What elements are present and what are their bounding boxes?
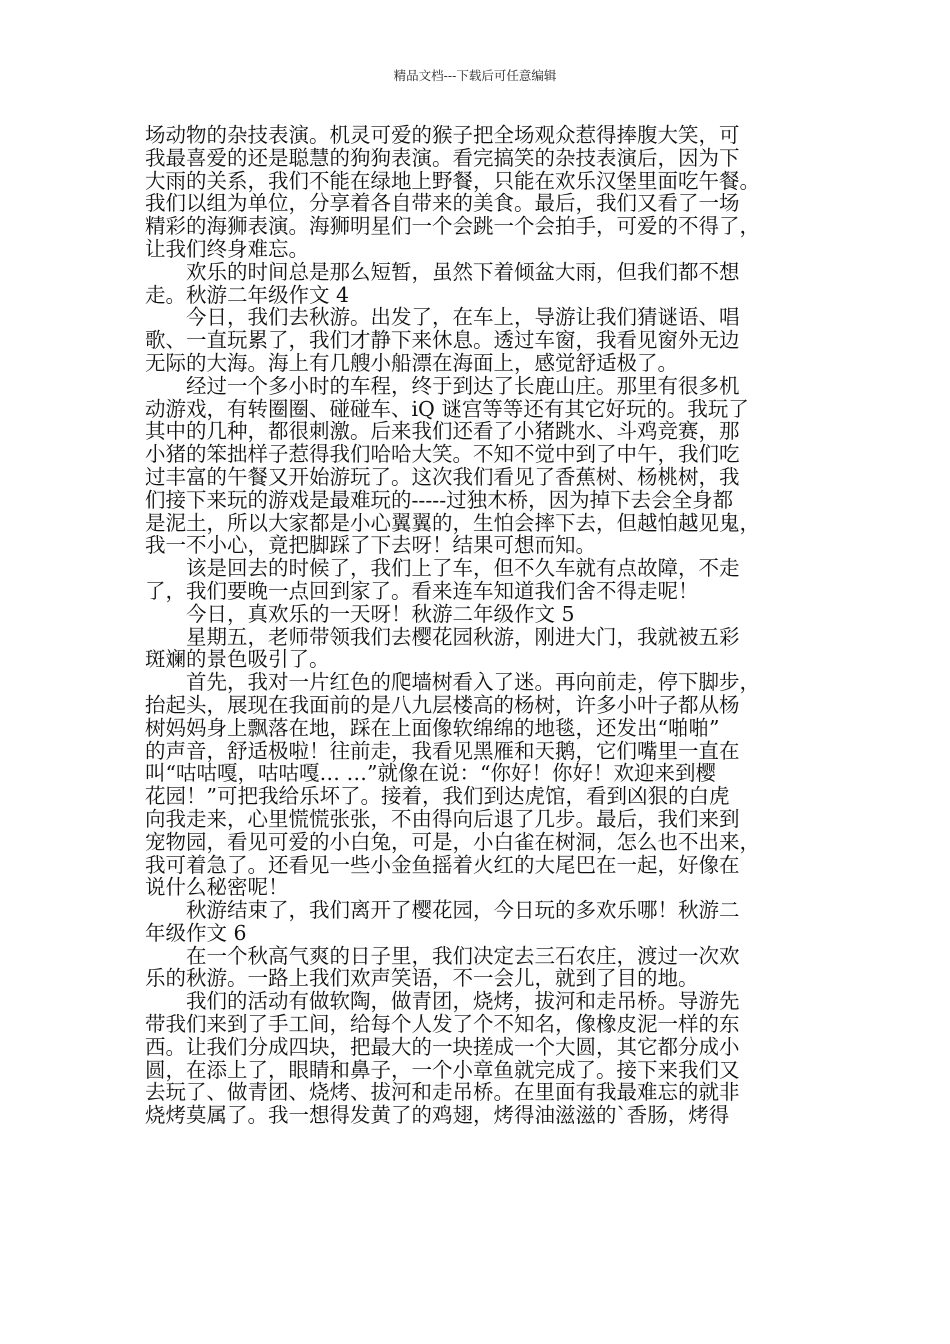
text-line: 我可着急了。还看见一些小金鱼摇着火红的大尾巴在一起，好像在 xyxy=(145,852,740,877)
text-line: 西。让我们分成四块，把最大的一块搓成一个大圆，其它都分成小 xyxy=(145,1034,740,1059)
text-line: 乐的秋游。一路上我们欢声笑语，不一会儿，就到了目的地。 xyxy=(145,966,699,991)
text-line: 今日，真欢乐的一天呀！秋游二年级作文 5 xyxy=(186,601,575,626)
text-line: 该是回去的时候了，我们上了车，但不久车就有点故障，不走 xyxy=(186,556,740,581)
text-line: 精彩的海狮表演。海狮明星们一个会跳一个会拍手，可爱的不得了， xyxy=(145,214,760,239)
text-line: 抬起头，展现在我面前的是八九层楼高的杨树，许多小叶子都从杨 xyxy=(145,692,740,717)
text-line: 在一个秋高气爽的日子里，我们决定去三石农庄，渡过一次欢 xyxy=(186,943,740,968)
text-line: 的声音，舒适极啦！往前走，我看见黑雁和天鹅，它们嘴里一直在 xyxy=(145,738,740,763)
text-line: 带我们来到了手工间，给每个人发了个不知名，像橡皮泥一样的东 xyxy=(145,1012,740,1037)
text-line: 场动物的杂技表演。机灵可爱的猴子把全场观众惹得捧腹大笑，可 xyxy=(145,123,740,147)
text-line: 让我们终身难忘。 xyxy=(145,236,309,261)
text-line: 走。秋游二年级作文 4 xyxy=(145,282,350,307)
text-line: 秋游结束了，我们离开了樱花园，今日玩的多欢乐哪！秋游二 xyxy=(186,898,740,923)
text-line: 年级作文 6 xyxy=(145,920,247,945)
text-line: 首先，我对一片红色的爬墙树看入了迷。再向前走，停下脚步， xyxy=(186,670,760,695)
text-line: 说什么秘密呢！ xyxy=(145,875,289,900)
text-line: 我们的活动有做软陶，做青团，烧烤，拔河和走吊桥。导游先 xyxy=(186,989,740,1014)
text-line: 无际的大海。海上有几艘小船漂在海面上，感觉舒适极了。 xyxy=(145,350,678,375)
text-line: 大雨的关系，我们不能在绿地上野餐，只能在欢乐汉堡里面吃午餐。 xyxy=(145,168,760,193)
text-line: 向我走来，心里慌慌张张，不由得向后退了几步。最后，我们来到 xyxy=(145,806,740,831)
text-line: 们接下来玩的游戏是最难玩的-----过独木桥，因为掉下去会全身都 xyxy=(145,487,734,512)
text-line: 宠物园，看见可爱的小白兔，可是，小白雀在树洞，怎么也不出来， xyxy=(145,829,760,854)
text-line: 叫“咕咕嘎，咕咕嘎… …”就像在说：“你好！你好！欢迎来到樱 xyxy=(145,761,716,786)
text-line: 星期五，老师带领我们去樱花园秋游，刚进大门，我就被五彩 xyxy=(186,624,740,649)
text-line: 圆，在添上了，眼睛和鼻子，一个小章鱼就完成了。接下来我们又 xyxy=(145,1057,740,1082)
document-body xyxy=(145,124,825,1127)
text-line: 小猪的笨拙样子惹得我们哈哈大笑。不知不觉中到了中午，我们吃 xyxy=(145,442,740,467)
text-line: 经过一个多小时的车程，终于到达了长鹿山庄。那里有很多机 xyxy=(186,373,740,398)
text-line: 树妈妈身上飘落在地，踩在上面像软绵绵的地毯，还发出“啪啪” xyxy=(145,715,720,740)
text-line: 今日，我们去秋游。出发了，在车上，导游让我们猜谜语、唱 xyxy=(186,305,740,330)
page-header: 精品文档---下载后可任意编辑 xyxy=(393,68,557,83)
text-line: 去玩了、做青团、烧烤、拔河和走吊桥。在里面有我最难忘的就非 xyxy=(145,1080,740,1105)
text-line: 斑斓的景色吸引了。 xyxy=(145,647,330,672)
text-line: 花园！”可把我给乐坏了。接着，我们到达虎馆，看到凶狠的白虎 xyxy=(145,784,730,809)
text-line: 动游戏，有转圈圈、碰碰车、iQ 谜宫等等还有其它好玩的。我玩了 xyxy=(145,396,749,421)
text-line: 了，我们要晚一点回到家了。看来连车知道我们舍不得走呢！ xyxy=(145,578,699,603)
text-line: 欢乐的时间总是那么短暂，虽然下着倾盆大雨，但我们都不想 xyxy=(186,259,740,284)
text-line: 我一不小心，竟把脚踩了下去呀！结果可想而知。 xyxy=(145,533,596,558)
text-line: 其中的几种，都很刺激。后来我们还看了小猪跳水、斗鸡竞赛，那 xyxy=(145,419,740,444)
text-line: 烧烤莫属了。我一想得发黄了的鸡翅，烤得油滋滋的`香肠，烤得 xyxy=(145,1103,730,1128)
text-line: 歌、一直玩累了，我们才静下来休息。透过车窗，我看见窗外无边 xyxy=(145,328,740,353)
text-line: 我们以组为单位，分享着各自带来的美食。最后，我们又看了一场 xyxy=(145,191,740,216)
text-line: 我最喜爱的还是聪慧的狗狗表演。看完搞笑的杂技表演后，因为下 xyxy=(145,145,740,170)
text-line: 过丰富的午餐又开始游玩了。这次我们看见了香蕉树、杨桃树，我 xyxy=(145,464,740,489)
text-line: 是泥土，所以大家都是小心翼翼的，生怕会摔下去，但越怕越见鬼， xyxy=(145,510,760,535)
